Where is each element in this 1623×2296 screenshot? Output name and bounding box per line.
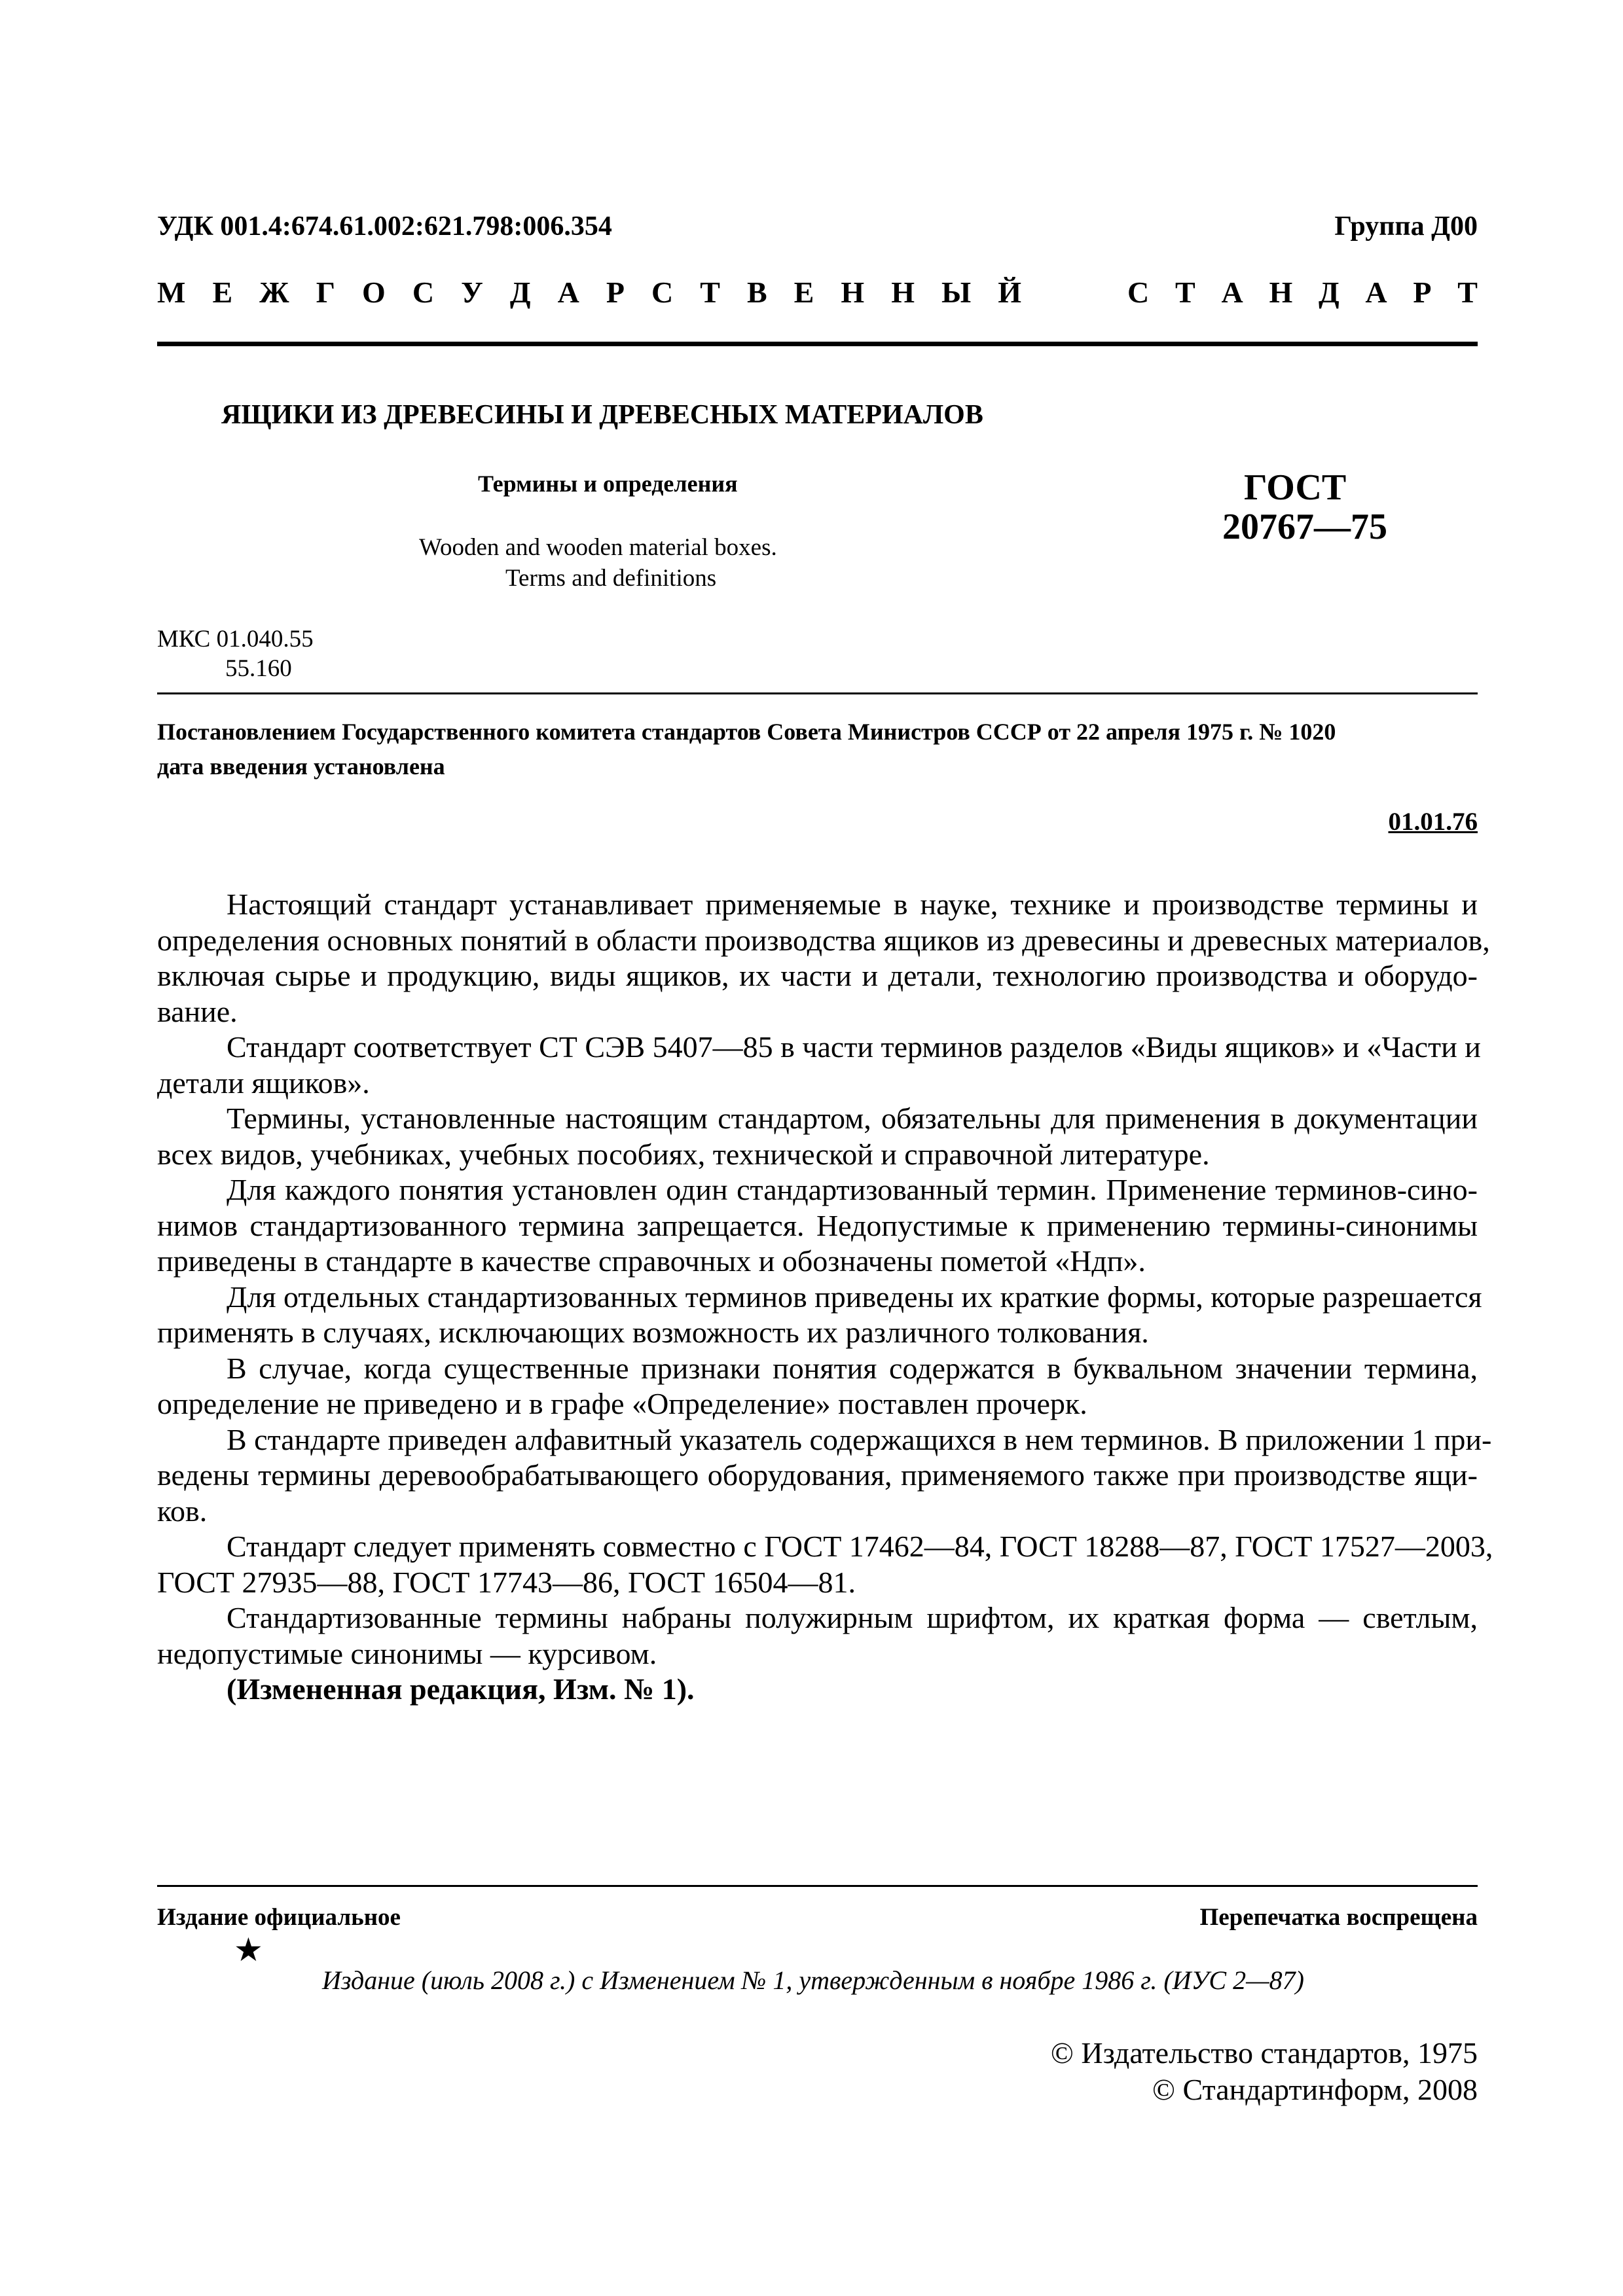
heading-letter: Д [1319, 276, 1340, 309]
middle-rule [157, 692, 1478, 694]
group-code: Группа Д00 [1334, 211, 1478, 242]
body-line: ков. [157, 1494, 208, 1528]
decree-text-cont: дата введения установлена [157, 753, 445, 780]
mks-code: МКС 01.040.55 [157, 626, 314, 653]
body-line: Стандартизованные термины набраны полужирным шрифтом, их краткая форма — светлым, [227, 1601, 1478, 1634]
copyright-line: © Издательство стандартов, 1975 [1050, 2036, 1478, 2070]
introduction-date: 01.01.76 [1388, 808, 1478, 836]
heading-letter: Ж [259, 276, 289, 309]
reprint-prohibited-label: Перепечатка воспрещена [1199, 1904, 1478, 1931]
heading-letter: М [157, 276, 186, 309]
star-icon: ★ [234, 1931, 263, 1968]
body-line: приведены в стандарте в качестве справочных и обозначены пометой «Ндп». [157, 1244, 1146, 1278]
heading-letter: У [461, 276, 483, 309]
body-line: определение не приведено и в графе «Определение» поставлен прочерк. [157, 1387, 1087, 1420]
document-subtitle: Термины и определения [478, 471, 738, 497]
heading-letter: Н [841, 276, 865, 309]
body-line: всех видов, учебниках, учебных пособиях, технической и справочной литературе. [157, 1137, 1210, 1171]
copyright-line: © Стандартинформ, 2008 [1152, 2073, 1478, 2106]
document-title: ЯЩИКИ ИЗ ДРЕВЕСИНЫ И ДРЕВЕСНЫХ МАТЕРИАЛОВ [221, 400, 983, 430]
body-line: ГОСТ 27935—88, ГОСТ 17743—86, ГОСТ 16504—81. [157, 1565, 856, 1599]
bottom-rule [157, 1885, 1478, 1887]
heading-letter: Ы [941, 276, 972, 309]
heading-letter: А [557, 276, 579, 309]
heading-letter: А [1365, 276, 1387, 309]
udk-code: УДК 001.4:674.61.002:621.798:006.354 [157, 211, 612, 242]
heading-letter: Т [700, 276, 720, 309]
gost-number: 20767—75 [1222, 507, 1387, 547]
heading-letter: С [651, 276, 674, 309]
heading-letter: С [1127, 276, 1150, 309]
standard-heading [1127, 275, 1478, 310]
heading-letter: Р [1413, 276, 1432, 309]
heading-letter: Г [316, 276, 335, 309]
body-line: ведены термины деревообрабатывающего оборудования, применяемого также при производстве ящи- [157, 1458, 1478, 1492]
body-line: Стандарт соответствует СТ СЭВ 5407—85 в части терминов разделов «Виды ящиков» и «Части и [227, 1030, 1481, 1064]
gost-label: ГОСТ [1244, 467, 1347, 508]
english-title-line2: Terms and definitions [505, 565, 717, 592]
heading-letter: Н [891, 276, 915, 309]
body-line: вание. [157, 994, 238, 1028]
body-line: В случае, когда существенные признаки понятия содержатся в буквальном значении термина, [227, 1351, 1478, 1385]
heading-letter: А [1221, 276, 1243, 309]
amendment-note: (Измененная редакция, Изм. № 1). [227, 1672, 695, 1706]
heading-letter: Е [212, 276, 233, 309]
body-line: нимов стандартизованного термина запрещается. Недопустимые к применению термины-синонимы [157, 1208, 1478, 1242]
body-line: применять в случаях, исключающих возможность их различного толкования. [157, 1316, 1149, 1349]
interstate-heading [157, 275, 1021, 310]
heading-letter: Т [1457, 276, 1478, 309]
heading-letter: С [412, 276, 435, 309]
heading-letter: Е [793, 276, 814, 309]
body-line: В стандарте приведен алфавитный указатель содержащихся в нем терминов. В приложении 1 при- [227, 1422, 1492, 1456]
heading-letter: В [746, 276, 767, 309]
official-edition-label: Издание официальное [157, 1904, 401, 1931]
heading-letter: Й [998, 276, 1021, 309]
heading-letter: Р [606, 276, 625, 309]
body-line: определения основных понятий в области производства ящиков из древесины и древесных материалов, [157, 923, 1490, 957]
body-line: включая сырье и продукцию, виды ящиков, их части и детали, технологию производства и оборудо- [157, 959, 1478, 992]
heading-letter: Д [509, 276, 531, 309]
heading-letter: Н [1269, 276, 1293, 309]
top-rule [157, 342, 1478, 346]
body-line: Стандарт следует применять совместно с ГОСТ 17462—84, ГОСТ 18288—87, ГОСТ 17527—2003, [227, 1530, 1493, 1563]
edition-note: Издание (июль 2008 г.) с Изменением № 1, утвержденным в ноябре 1986 г. (ИУС 2—87) [322, 1965, 1304, 1995]
body-line: Настоящий стандарт устанавливает применяемые в науке, технике и производстве термины и [227, 888, 1478, 921]
body-line: Термины, установленные настоящим стандартом, обязательны для применения в документации [227, 1102, 1478, 1135]
english-title-line1: Wooden and wooden material boxes. [419, 534, 777, 561]
heading-letter: О [362, 276, 386, 309]
decree-text: Постановлением Государственного комитета стандартов Совета Министров СССР от 22 апреля 1975 г. № 1020 [157, 719, 1336, 745]
body-text [157, 887, 1493, 1708]
heading-letter: Т [1175, 276, 1195, 309]
body-line: недопустимые синонимы — курсивом. [157, 1636, 657, 1670]
body-line: Для отдельных стандартизованных терминов приведены их краткие формы, которые разрешается [227, 1280, 1482, 1314]
body-line: детали ящиков». [157, 1066, 370, 1100]
body-line: Для каждого понятия установлен один стандартизованный термин. Применение терминов-сино- [227, 1173, 1478, 1206]
mks-code-secondary: 55.160 [225, 655, 292, 682]
